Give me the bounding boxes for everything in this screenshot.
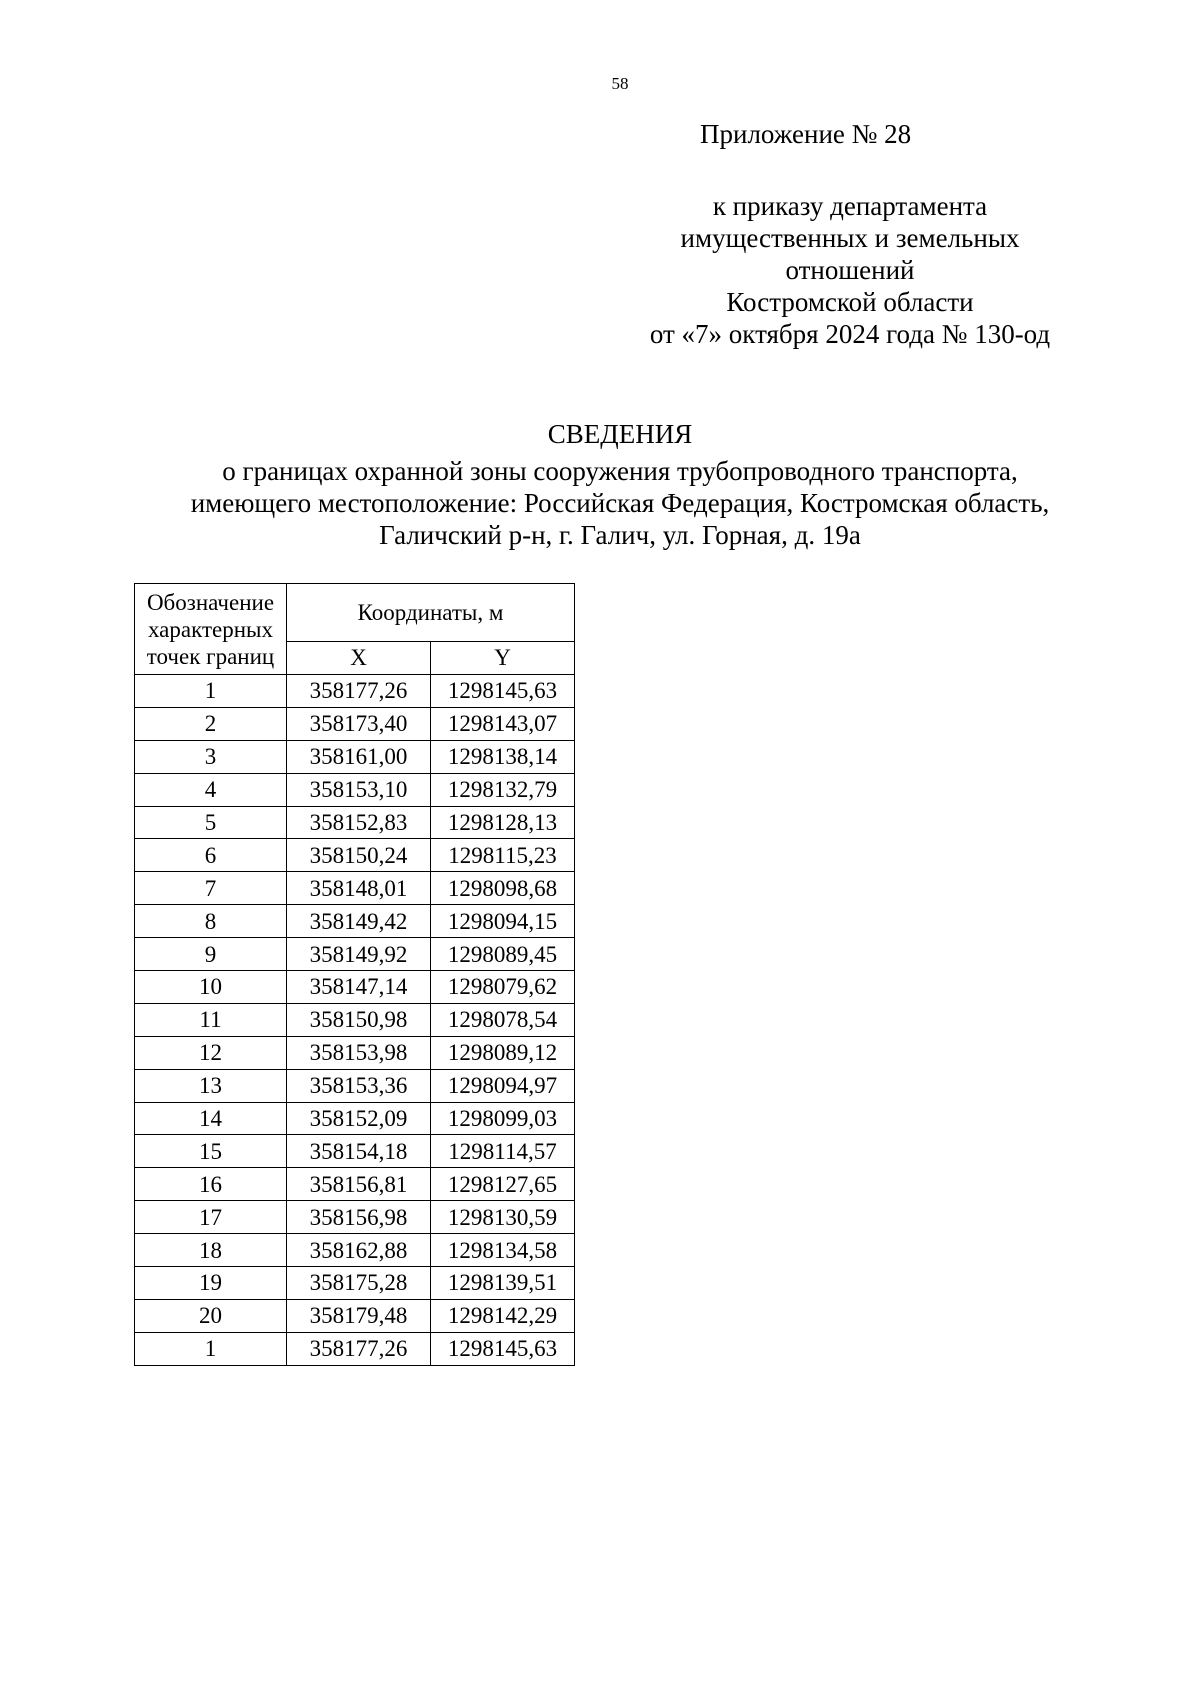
y-coordinate-cell: 1298138,14 <box>431 740 575 773</box>
order-reference-line: от «7» октября 2024 года № 130-од <box>649 319 1051 349</box>
table-header-row <box>135 584 575 642</box>
point-cell: 20 <box>135 1299 287 1332</box>
table-row <box>135 707 575 740</box>
table-row <box>135 806 575 839</box>
point-cell: 16 <box>135 1168 287 1201</box>
point-cell: 4 <box>135 773 287 806</box>
table-row <box>135 1234 575 1267</box>
point-cell: 6 <box>135 839 287 872</box>
x-coordinate-cell: 358150,98 <box>287 1003 431 1036</box>
subheading-line: о границах охранной зоны сооружения трубопроводного транспорта, <box>222 456 1018 486</box>
y-coordinate-cell: 1298143,07 <box>431 707 575 740</box>
x-coordinate-cell: 358173,40 <box>287 707 431 740</box>
table-row <box>135 675 575 708</box>
y-coordinate-cell: 1298132,79 <box>431 773 575 806</box>
x-coordinate-cell: 358156,81 <box>287 1168 431 1201</box>
y-coordinate-cell: 1298089,12 <box>431 1036 575 1069</box>
x-coordinate-cell: 358149,92 <box>287 938 431 971</box>
subheading-line: имеющего местоположение: Российская Федерация, Костромская область, <box>190 488 1050 518</box>
point-cell: 7 <box>135 872 287 905</box>
page-number: 58 <box>611 74 629 93</box>
table-body <box>135 675 575 1366</box>
table-row <box>135 839 575 872</box>
y-coordinate-cell: 1298115,23 <box>431 839 575 872</box>
order-reference-line: имущественных и земельных <box>680 223 1020 253</box>
point-cell: 12 <box>135 1036 287 1069</box>
appendix-title: Приложение № 28 <box>700 119 912 149</box>
y-coordinate-cell: 1298094,15 <box>431 905 575 938</box>
y-coordinate-cell: 1298128,13 <box>431 806 575 839</box>
y-coordinate-cell: 1298130,59 <box>431 1201 575 1234</box>
point-cell: 18 <box>135 1234 287 1267</box>
point-cell: 19 <box>135 1267 287 1300</box>
order-reference <box>600 190 1100 350</box>
order-reference-line: Костромской области <box>726 287 974 317</box>
order-reference-line: к приказу департамента <box>712 191 988 221</box>
y-coordinate-cell: 1298079,62 <box>431 971 575 1004</box>
document-subheading <box>0 455 1200 551</box>
table-row <box>135 1168 575 1201</box>
y-coordinate-cell: 1298145,63 <box>431 675 575 708</box>
x-coordinate-cell: 358162,88 <box>287 1234 431 1267</box>
x-coordinate-cell: 358161,00 <box>287 740 431 773</box>
x-coordinate-cell: 358154,18 <box>287 1135 431 1168</box>
x-coordinate-cell: 358150,24 <box>287 839 431 872</box>
table-row <box>135 971 575 1004</box>
y-coordinate-cell: 1298127,65 <box>431 1168 575 1201</box>
point-cell: 3 <box>135 740 287 773</box>
y-coordinate-cell: 1298142,29 <box>431 1299 575 1332</box>
y-coordinate-cell: 1298114,57 <box>431 1135 575 1168</box>
x-coordinate-cell: 358153,10 <box>287 773 431 806</box>
y-coordinate-cell: 1298145,63 <box>431 1332 575 1365</box>
table-row <box>135 1332 575 1365</box>
x-coordinate-cell: 358153,36 <box>287 1069 431 1102</box>
x-coordinate-cell: 358175,28 <box>287 1267 431 1300</box>
x-coordinate-cell: 358152,09 <box>287 1102 431 1135</box>
x-coordinate-cell: 358148,01 <box>287 872 431 905</box>
point-cell: 5 <box>135 806 287 839</box>
point-cell: 8 <box>135 905 287 938</box>
x-coordinate-cell: 358147,14 <box>287 971 431 1004</box>
table-row <box>135 1201 575 1234</box>
x-coordinate-cell: 358156,98 <box>287 1201 431 1234</box>
table-row <box>135 905 575 938</box>
point-cell: 9 <box>135 938 287 971</box>
point-cell: 11 <box>135 1003 287 1036</box>
table-row <box>135 1135 575 1168</box>
x-column-header: X <box>287 641 431 674</box>
point-cell: 10 <box>135 971 287 1004</box>
table-row <box>135 1299 575 1332</box>
table-row <box>135 938 575 971</box>
table-row <box>135 773 575 806</box>
y-column-header: Y <box>431 641 575 674</box>
table-row <box>135 872 575 905</box>
table-row <box>135 1069 575 1102</box>
document-heading: СВЕДЕНИЯ <box>547 419 693 449</box>
table-row <box>135 1102 575 1135</box>
point-cell: 15 <box>135 1135 287 1168</box>
point-cell: 2 <box>135 707 287 740</box>
x-coordinate-cell: 358149,42 <box>287 905 431 938</box>
x-coordinate-cell: 358177,26 <box>287 1332 431 1365</box>
table-row <box>135 1267 575 1300</box>
point-cell: 1 <box>135 675 287 708</box>
y-coordinate-cell: 1298078,54 <box>431 1003 575 1036</box>
order-reference-line: отношений <box>785 255 915 285</box>
y-coordinate-cell: 1298098,68 <box>431 872 575 905</box>
x-coordinate-cell: 358177,26 <box>287 675 431 708</box>
point-cell: 17 <box>135 1201 287 1234</box>
y-coordinate-cell: 1298094,97 <box>431 1069 575 1102</box>
coordinates-table <box>134 583 575 1366</box>
coordinates-column-header: Координаты, м <box>287 584 575 642</box>
point-cell: 1 <box>135 1332 287 1365</box>
y-coordinate-cell: 1298089,45 <box>431 938 575 971</box>
table-row <box>135 1003 575 1036</box>
y-coordinate-cell: 1298099,03 <box>431 1102 575 1135</box>
points-column-header: Обозначение характерных точек границ <box>135 584 287 675</box>
point-cell: 13 <box>135 1069 287 1102</box>
subheading-line: Галичский р-н, г. Галич, ул. Горная, д. 19а <box>379 520 861 550</box>
y-coordinate-cell: 1298139,51 <box>431 1267 575 1300</box>
table-row <box>135 1036 575 1069</box>
x-coordinate-cell: 358153,98 <box>287 1036 431 1069</box>
x-coordinate-cell: 358179,48 <box>287 1299 431 1332</box>
table-row <box>135 740 575 773</box>
y-coordinate-cell: 1298134,58 <box>431 1234 575 1267</box>
x-coordinate-cell: 358152,83 <box>287 806 431 839</box>
point-cell: 14 <box>135 1102 287 1135</box>
